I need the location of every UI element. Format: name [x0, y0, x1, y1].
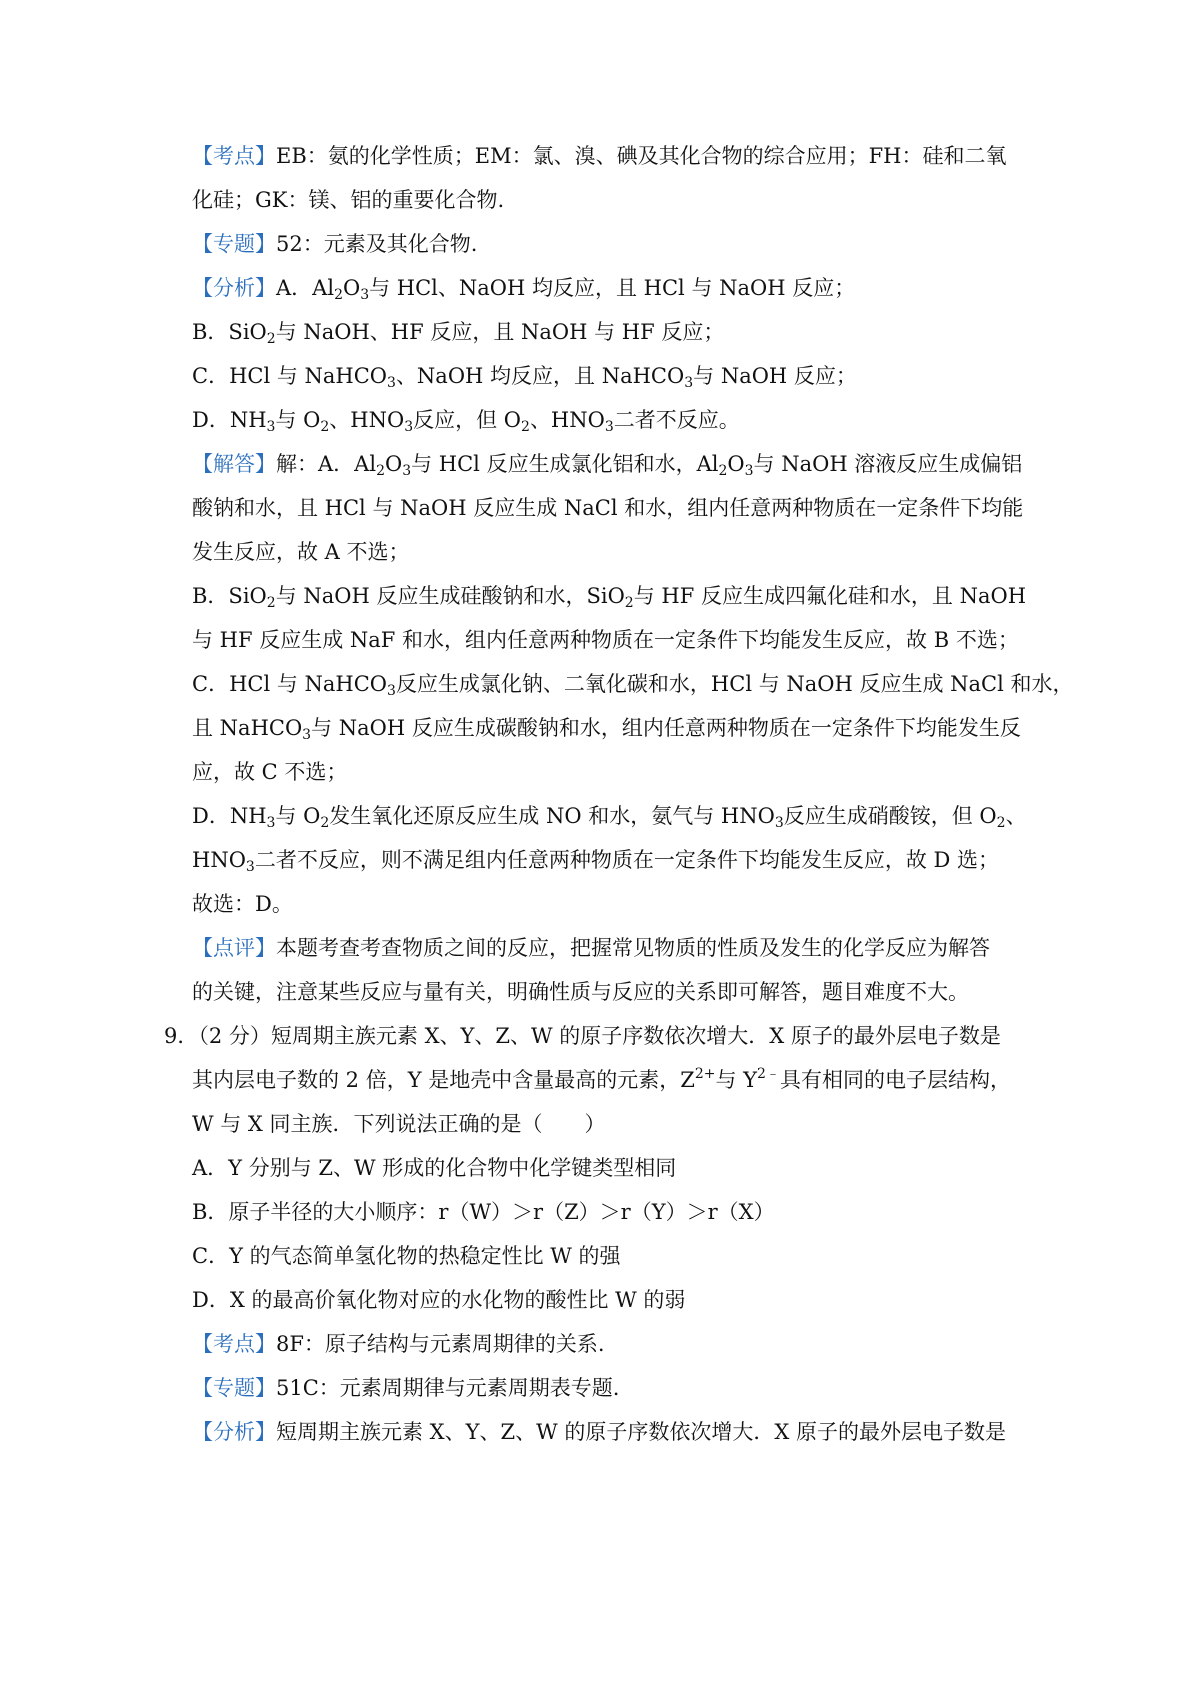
q8-dianping-line-2: 的关键，注意某些反应与量有关，明确性质与反应的关系即可解答，题目难度不大。	[192, 980, 969, 1004]
q8-jieda-c-line-3: 应，故 C 不选；	[192, 760, 348, 784]
zhuanti-tag: 【专题】	[192, 1376, 276, 1400]
q9-option-c: C．Y 的气态简单氢化物的热稳定性比 W 的强	[192, 1244, 621, 1268]
q9-option-b: B．原子半径的大小顺序：r（W）＞r（Z）＞r（Y）＞r（X）	[192, 1200, 775, 1224]
q9-fenxi: 【分析】短周期主族元素 X、Y、Z、W 的原子序数依次增大．X 原子的最外层电子数是	[192, 1420, 1006, 1444]
q8-jieda-b-line-1: B．SiO$_2$与 NaOH 反应生成硅酸钠和水，SiO$_2$与 HF 反应生成四氟化硅和水，且 NaOH	[192, 584, 1027, 611]
kaodian-tag: 【考点】	[192, 144, 276, 168]
q9-zhuanti: 【专题】51C：元素周期律与元素周期表专题.	[192, 1376, 620, 1400]
q8-dianping-line-1: 【点评】本题考查考查物质之间的反应，把握常见物质的性质及发生的化学反应为解答	[192, 936, 990, 960]
q9-stem-line-3: W 与 X 同主族．下列说法正确的是（ ）	[192, 1112, 606, 1136]
q8-kaodian-line-2: 化硅；GK：镁、铝的重要化合物.	[192, 188, 505, 212]
kaodian-tag: 【考点】	[192, 1332, 276, 1356]
dianping-tag: 【点评】	[192, 936, 276, 960]
q8-jieda-d-line-2: $HNO_3$二者不反应，则不满足组内任意两种物质在一定条件下均能发生反应，故 D 选；	[192, 848, 1000, 875]
q9-option-d: D．X 的最高价氧化物对应的水化物的酸性比 W 的弱	[192, 1288, 686, 1312]
q9-stem-line-1: 9．（2 分）短周期主族元素 X、Y、Z、W 的原子序数依次增大．X 原子的最外层电子数是	[164, 1024, 1001, 1048]
fenxi-tag: 【分析】	[192, 276, 276, 300]
zhuanti-tag: 【专题】	[192, 232, 276, 256]
q8-fenxi-d: D．$NH_3$与 $O_2$、$HNO_3$反应，但 $O_2$、$HNO_3$二者不反应。	[192, 408, 740, 435]
q9-option-a: A．Y 分别与 Z、W 形成的化合物中化学键类型相同	[192, 1156, 677, 1180]
q8-fenxi-c: C．HCl 与 NaHCO$_3$、NaOH 均反应，且 NaHCO$_3$与 NaOH 反应；	[192, 364, 857, 391]
q8-answer: 故选：D。	[192, 892, 293, 916]
q8-fenxi-a: 【分析】A．$Al_2O_3$与 HCl、NaOH 均反应，且 HCl 与 NaOH 反应；	[192, 276, 856, 303]
q8-jieda-line-1: 【解答】解：A．$Al_2O_3$与 HCl 反应生成氯化铝和水，$Al_2O_3$与 NaOH 溶液反应生成偏铝	[192, 452, 1023, 479]
fenxi-tag: 【分析】	[192, 1420, 276, 1444]
q8-jieda-line-3: 发生反应，故 A 不选；	[192, 540, 410, 564]
q8-fenxi-b: B．SiO$_2$与 NaOH、HF 反应，且 NaOH 与 HF 反应；	[192, 320, 725, 347]
q8-kaodian-line-1: 【考点】EB：氨的化学性质；EM：氯、溴、碘及其化合物的综合应用；FH：硅和二氧	[192, 144, 1007, 168]
q8-jieda-b-line-2: 与 HF 反应生成 NaF 和水，组内任意两种物质在一定条件下均能发生反应，故 B 不选；	[192, 628, 1019, 652]
q9-stem-line-2: 其内层电子数的 2 倍，Y 是地壳中含量最高的元素，$Z^{2+}$与 $Y^{2﹣}$具有相同的电子层结构，	[192, 1066, 1011, 1092]
q8-jieda-d-line-1: D．$NH_3$与 $O_2$发生氧化还原反应生成 NO 和水，氨气与 $HNO_3$反应生成硝酸铵，但 $O_2$、	[192, 804, 1027, 831]
jieda-tag: 【解答】	[192, 452, 276, 476]
q8-jieda-c-line-1: C．HCl 与 NaHCO$_3$反应生成氯化钠、二氧化碳和水，HCl 与 NaOH 反应生成 NaCl 和水，	[192, 672, 1074, 699]
q8-jieda-c-line-2: 且 NaHCO$_3$与 NaOH 反应生成碳酸钠和水，组内任意两种物质在一定条件下均能发生反	[192, 716, 1021, 743]
q9-kaodian: 【考点】8F：原子结构与元素周期律的关系.	[192, 1332, 605, 1356]
q8-jieda-line-2: 酸钠和水，且 HCl 与 NaOH 反应生成 NaCl 和水，组内任意两种物质在一定条件下均能	[192, 496, 1024, 520]
q8-zhuanti: 【专题】52：元素及其化合物.	[192, 232, 478, 256]
